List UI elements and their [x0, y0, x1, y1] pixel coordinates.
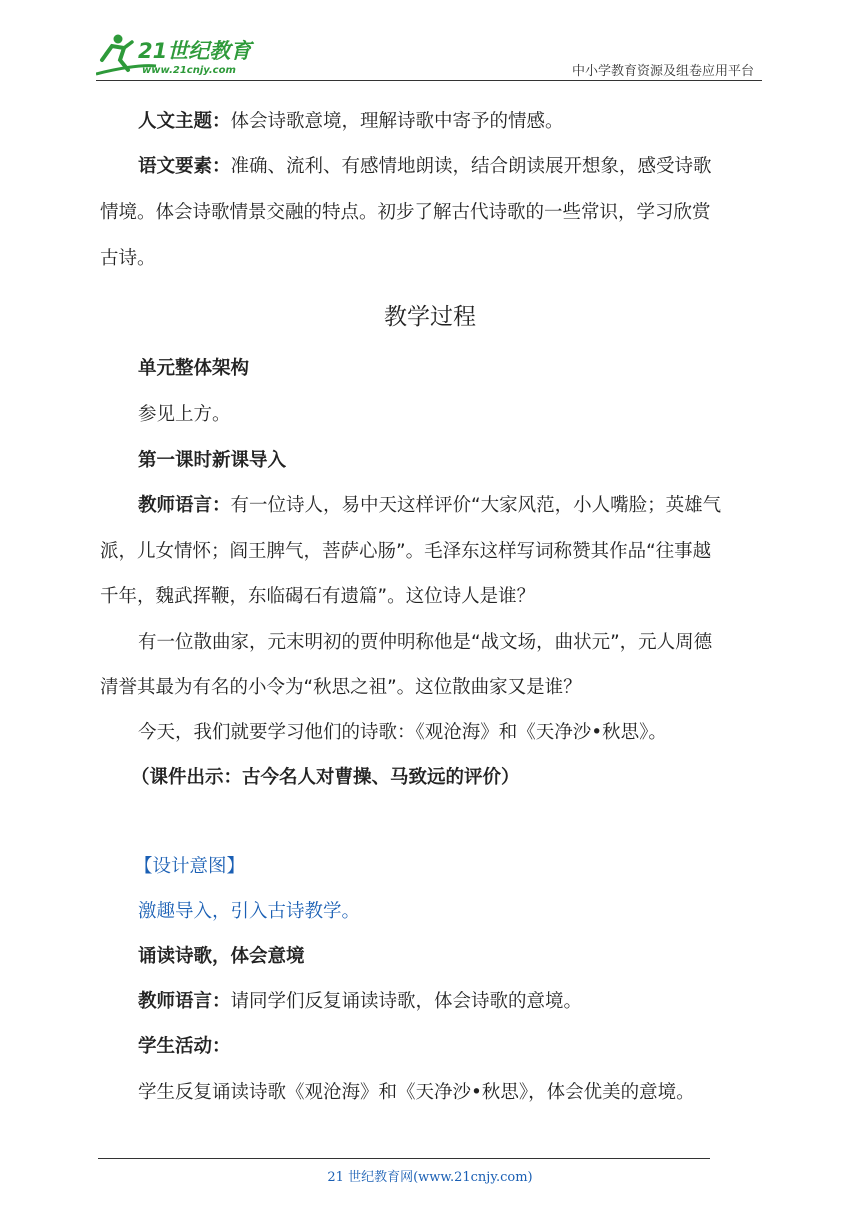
- elements-line-2: 情境。体会诗歌情景交融的特点。初步了解古代诗歌的一些常识，学习欣赏: [100, 202, 711, 223]
- teacher-label: 教师语言：: [138, 495, 231, 516]
- site-logo: [96, 30, 266, 80]
- student-text: 学生反复诵读诗歌《观沧海》和《天净沙•秋思》，体会优美的意境。: [138, 1082, 695, 1103]
- teacher2-label: 教师语言：: [138, 991, 231, 1012]
- footer-divider: [98, 1158, 710, 1159]
- lesson1-heading: 第一课时新课导入: [138, 450, 287, 471]
- header-divider: [96, 80, 762, 81]
- courseware-note: （课件出示：古今名人对曹操、马致远的评价）: [131, 767, 520, 788]
- student-heading: 学生活动：: [138, 1036, 231, 1057]
- header-tagline: 中小学教育资源及组卷应用平台: [571, 64, 754, 79]
- unit-heading: 单元整体架构: [138, 358, 250, 379]
- footer-text: 21 世纪教育网(www.21cnjy.com): [327, 1170, 533, 1185]
- elements-line-3: 古诗。: [100, 248, 156, 269]
- process-title: 教学过程: [384, 304, 476, 330]
- recite-heading: 诵读诗歌，体会意境: [138, 946, 305, 967]
- theme-paragraph: [138, 110, 564, 134]
- theme-text: 体会诗歌意境，理解诗歌中寄予的情感。: [230, 111, 564, 132]
- logo-text: 21世纪教育: [138, 39, 252, 63]
- teacher2-paragraph: [138, 990, 582, 1014]
- teacher-line-1: 教师语言：有一位诗人，易中天这样评价“大家风范，小人嘴脸；英雄气: [138, 495, 722, 516]
- poet-line-2: 清誉其最为有名的小令为“秋思之祖”。这位散曲家又是谁？: [100, 677, 582, 698]
- theme-label: 人文主题：: [138, 111, 231, 132]
- teacher-line-2: 派，儿女情怀；阎王脾气，菩萨心肠”。毛泽东这样写词称赞其作品“往事越: [100, 541, 712, 562]
- teacher-line-3: 千年，魏武挥鞭，东临碣石有遗篇”。这位诗人是谁？: [100, 586, 536, 607]
- today-text: 今天，我们就要学习他们的诗歌：《观沧海》和《天净沙•秋思》。: [138, 722, 667, 743]
- elements-line-1: 语文要素：准确、流利、有感情地朗读，结合朗读展开想象，感受诗歌: [138, 156, 712, 177]
- design-text: 激趣导入，引入古诗教学。: [138, 901, 361, 922]
- logo-url: www.21cnjy.com: [142, 65, 236, 76]
- elements-label: 语文要素：: [138, 156, 231, 177]
- teacher2-text: 请同学们反复诵读诗歌，体会诗歌的意境。: [230, 991, 583, 1012]
- poet-line-1: 有一位散曲家，元末明初的贾仲明称他是“战文场，曲状元”，元人周德: [138, 632, 713, 653]
- unit-text: 参见上方。: [138, 404, 231, 425]
- design-label: 【设计意图】: [134, 856, 246, 877]
